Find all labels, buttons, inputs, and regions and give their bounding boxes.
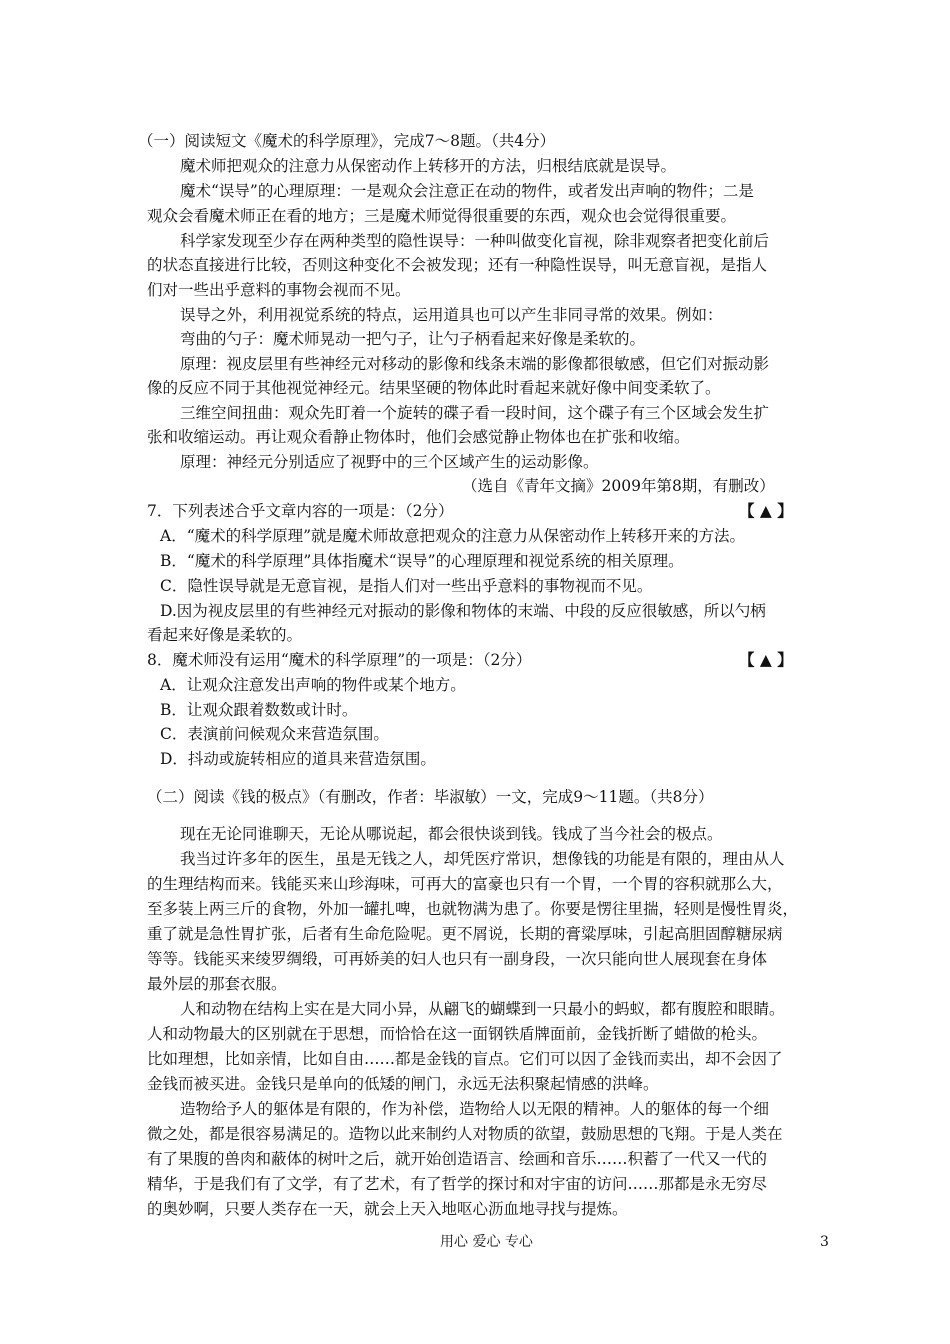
q7-answer-box[interactable]: 【 ▲ 】 — [739, 501, 793, 520]
q7-option-c: C．隐性误导就是无意盲视，是指人们对一些出乎意料的事物视而不见。 — [160, 577, 653, 595]
q8-option-b: B．让观众跟着数数或计时。 — [160, 701, 358, 719]
q8-option-c: C．表演前问候观众来营造氛围。 — [160, 725, 389, 743]
section1-line: 误导之外，利用视觉系统的特点，运用道具也可以产生非同寻常的效果。例如： — [180, 306, 723, 324]
section2-line: 有了果腹的兽肉和蔽体的树叶之后，就开始创造语言、绘画和音乐……积蓄了一代又一代的 — [147, 1150, 768, 1168]
section1-line: 弯曲的勺子：魔术师晃动一把勺子，让勺子柄看起来好像是柔软的。 — [180, 330, 646, 348]
section1-line: 像的反应不同于其他视觉神经元。结果坚硬的物体此时看起来就好像中间变柔软了。 — [147, 379, 721, 397]
section2-line: 人和动物在结构上实在是大同小异，从翩飞的蝴蝶到一只最小的蚂蚁，都有腹腔和眼睛。 — [180, 1000, 785, 1018]
q8-stem: 8．魔术师没有运用“魔术的科学原理”的一项是：（2分） — [147, 651, 532, 669]
page-number: 3 — [820, 1234, 829, 1250]
section2-line: 最外层的那套衣服。 — [147, 975, 287, 993]
q8-option-d: D．抖动或旋转相应的道具来营造氛围。 — [160, 750, 436, 768]
section2-line: 我当过许多年的医生，虽是无钱之人，却凭医疗常识，想像钱的功能是有限的，理由从人 — [180, 850, 785, 868]
section1-line: 科学家发现至少存在两种类型的隐性误导：一种叫做变化盲视，除非观察者把变化前后 — [180, 232, 770, 250]
q7-option-d-cont: 看起来好像是柔软的。 — [147, 626, 303, 644]
q7-option-b: B．“魔术的科学原理”具体指魔术“误导”的心理原理和视觉系统的相关原理。 — [160, 552, 684, 570]
section2-line: 人和动物最大的区别就在于思想，而恰恰在这一面钢铁盾牌面前，金钱折断了蜡做的枪头。 — [147, 1025, 768, 1043]
section1-line: 张和收缩运动。再让观众看静止物体时，他们会感觉静止物体也在扩张和收缩。 — [147, 428, 690, 446]
q7-stem: 7．下列表述合乎文章内容的一项是：（2分） — [147, 502, 454, 520]
page-footer — [0, 1230, 950, 1254]
section2-heading: （二）阅读《钱的极点》（有删改，作者：毕淑敏）一文，完成9～11题。（共8分） — [147, 788, 714, 806]
section1-line: 三维空间扭曲：观众先盯着一个旋转的碟子看一段时间，这个碟子有三个区域会发生扩 — [180, 404, 770, 422]
section2-line: 的奥妙啊，只要人类存在一天，就会上天入地呕心沥血地寻找与提炼。 — [147, 1200, 628, 1218]
section2-line: 精华，于是我们有了文学，有了艺术，有了哲学的探讨和对宇宙的访问……那都是永无穷尽 — [147, 1175, 768, 1193]
q7-option-d: D.因为视皮层里的有些神经元对振动的影像和物体的末端、中段的反应很敏感，所以勺柄 — [160, 602, 766, 620]
section2-line: 金钱而被买进。金钱只是单向的低矮的闸门，永远无法积聚起情感的洪峰。 — [147, 1075, 659, 1093]
section1-line: 原理：神经元分别适应了视野中的三个区域产生的运动影像。 — [180, 453, 599, 471]
section2-line: 比如理想，比如亲情，比如自由……都是金钱的盲点。它们可以因了金钱而卖出，却不会因了 — [147, 1050, 783, 1068]
section1-line: 的状态直接进行比较，否则这种变化不会被发现；还有一种隐性误导，叫无意盲视，是指人 — [147, 256, 768, 274]
q8-answer-box[interactable]: 【 ▲ 】 — [739, 650, 793, 669]
section1-source: （选自《青年文摘》2009年第8期，有删改） — [462, 477, 775, 495]
section1-line: 们对一些出乎意料的事物会视而不见。 — [147, 281, 411, 299]
section2-line: 至多装上两三斤的食物，外加一罐扎啤，也就物满为患了。你要是愣往里揣，轻则是慢性胃炎， — [147, 900, 799, 918]
section2-line: 现在无论同谁聊天，无论从哪说起，都会很快谈到钱。钱成了当今社会的极点。 — [180, 825, 723, 843]
section2-line: 等等。钱能买来绫罗绸缎，可再娇美的妇人也只有一副身段，一次只能向世人展现套在身体 — [147, 950, 768, 968]
section2-line: 造物给予人的躯体是有限的，作为补偿，造物给人以无限的精神。人的躯体的每一个细 — [180, 1100, 770, 1118]
q7-option-a: A．“魔术的科学原理”就是魔术师故意把观众的注意力从保密动作上转移开来的方法。 — [160, 527, 746, 545]
section1-heading: （一）阅读短文《魔术的科学原理》，完成7～8题。（共4分） — [138, 132, 556, 150]
section2-line: 的生理结构而来。钱能买来山珍海味，可再大的富豪也只有一个胃，一个胃的容积就那么大， — [147, 875, 783, 893]
section1-line: 观众会看魔术师正在看的地方；三是魔术师觉得很重要的东西，观众也会觉得很重要。 — [147, 207, 737, 225]
section2-line: 微之处，都是很容易满足的。造物以此来制约人对物质的欲望，鼓励思想的飞翔。于是人类在 — [147, 1125, 783, 1143]
section1-line: 原理：视皮层里有些神经元对移动的影像和线条末端的影像都很敏感，但它们对振动影 — [180, 355, 770, 373]
footer-motto: 用心 爱心 专心 — [440, 1234, 533, 1250]
section2-line: 重了就是急性胃扩张，后者有生命危险呢。更不屑说，长期的膏粱厚味，引起高胆固醇糖尿病 — [147, 925, 783, 943]
section1-line: 魔术师把观众的注意力从保密动作上转移开的方法，归根结底就是误导。 — [180, 157, 677, 175]
section1-line: 魔术“误导”的心理原理：一是观众会注意正在动的物件，或者发出声响的物件；二是 — [180, 182, 754, 200]
q8-option-a: A．让观众注意发出声响的物件或某个地方。 — [160, 676, 466, 694]
